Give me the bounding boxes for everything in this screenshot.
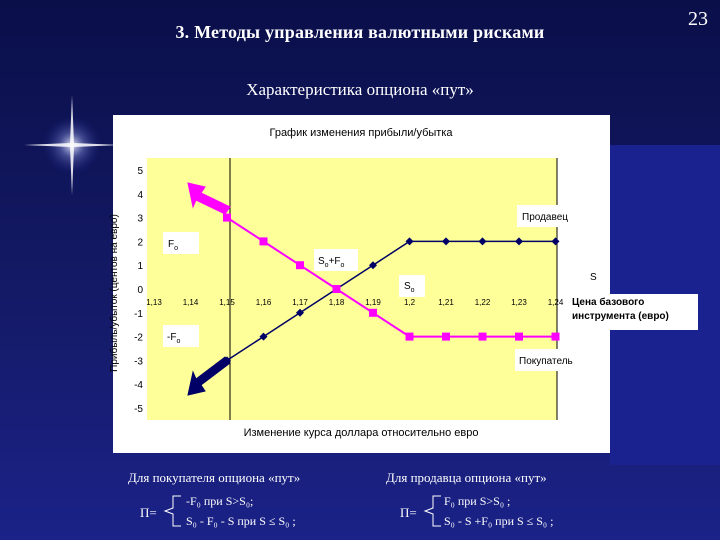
label-seller [517, 205, 585, 227]
y-tick-label: -2 [134, 332, 143, 344]
y-tick-label: -5 [134, 404, 143, 415]
label-seller-text: Продавец [522, 212, 568, 223]
buyer-brace-icon [161, 494, 183, 528]
label-s-text: S [590, 272, 597, 283]
buyer-data-point [442, 333, 450, 341]
label-so-text: S [404, 281, 411, 292]
y-tick-label: -3 [134, 356, 143, 368]
y-tick-label: 3 [137, 213, 143, 225]
slide-title: 3. Методы управления валютными рисками [175, 22, 545, 42]
label-fo [163, 232, 199, 254]
buyer-data-point [260, 237, 268, 245]
label-so-fo-sub2: o [340, 262, 345, 269]
seller-case-1: F₀ при S>S₀ ; [444, 494, 511, 508]
label-s [583, 264, 609, 288]
buyer-data-point [552, 333, 560, 341]
chart-svg [109, 115, 610, 453]
x-tick-label: 1,22 [474, 298, 491, 307]
x-tick-label: 1,14 [182, 298, 199, 307]
label-so-sub: o [410, 287, 415, 294]
y-tick-label: -1 [134, 308, 143, 320]
label-neg-fo [163, 325, 199, 347]
label-fo-text: F [168, 239, 175, 250]
buyer-data-point [223, 214, 231, 222]
y-tick-label: 0 [137, 285, 143, 296]
buyer-case-1: -F₀ при S>S₀; [186, 494, 254, 508]
base-instrument-label [568, 294, 698, 330]
label-neg-fo-sub: o [176, 338, 181, 345]
seller-brace-icon [421, 494, 443, 528]
slide-number: 23 [688, 8, 708, 30]
y-axis-label: Прибыль/убыток (центов на евро) [109, 214, 120, 372]
x-tick-label: 1,18 [328, 298, 345, 307]
label-fo-sub: o [174, 245, 179, 252]
seller-case-2: S₀ - S +F₀ при S ≤ S₀ ; [444, 514, 554, 528]
label-so-fo-tail: +F [328, 256, 341, 267]
label-buyer [515, 349, 591, 371]
buyer-formula-heading: Для покупателя опциона «пут» [128, 470, 301, 485]
slide-subtitle: Характеристика опциона «пут» [246, 80, 474, 99]
x-tick-label: 1,24 [547, 298, 564, 307]
x-tick-label: 1,16 [255, 298, 272, 307]
buyer-case-2: S₀ - F₀ - S при S ≤ S₀ ; [186, 514, 296, 528]
buyer-data-point [406, 333, 414, 341]
sparkle-decoration-icon [20, 95, 120, 195]
x-tick-label: 1,23 [511, 298, 527, 307]
buyer-data-point [369, 309, 377, 317]
y-tick-label: 1 [137, 261, 143, 273]
y-tick-label: 5 [137, 166, 143, 177]
y-tick-label: -4 [134, 380, 143, 392]
buyer-data-point [515, 333, 523, 341]
x-tick-label: 1,17 [292, 298, 308, 307]
label-buyer-text: Покупатель [519, 356, 573, 367]
y-tick-label: 2 [137, 237, 143, 249]
label-so-fo-s: S [318, 256, 325, 267]
buyer-pi-label: П= [140, 505, 157, 520]
label-neg-fo-text: -F [167, 332, 177, 343]
buyer-data-point [333, 285, 341, 293]
buyer-data-point [296, 261, 304, 269]
buyer-data-point [479, 333, 487, 341]
x-tick-label: 1,19 [365, 298, 381, 307]
profit-loss-chart [109, 115, 610, 453]
y-tick-label: 4 [137, 189, 143, 201]
x-tick-label: 1,21 [438, 298, 454, 307]
x-tick-label: 1,13 [146, 298, 162, 307]
label-so-fo-sub1: o [324, 262, 329, 269]
x-tick-label: 1,15 [219, 298, 235, 307]
label-so-fo [314, 249, 358, 271]
label-so [399, 275, 425, 297]
seller-formula-heading: Для продавца опциона «пут» [386, 470, 547, 485]
x-axis-label: Изменение курса доллара относительно евро [243, 427, 479, 439]
seller-pi-label: П= [400, 505, 417, 520]
chart-title: График изменения прибыли/убытка [269, 127, 453, 139]
x-tick-label: 1,2 [403, 298, 416, 307]
base-instrument-text: Цена базового инструмента (евро) [572, 297, 669, 322]
